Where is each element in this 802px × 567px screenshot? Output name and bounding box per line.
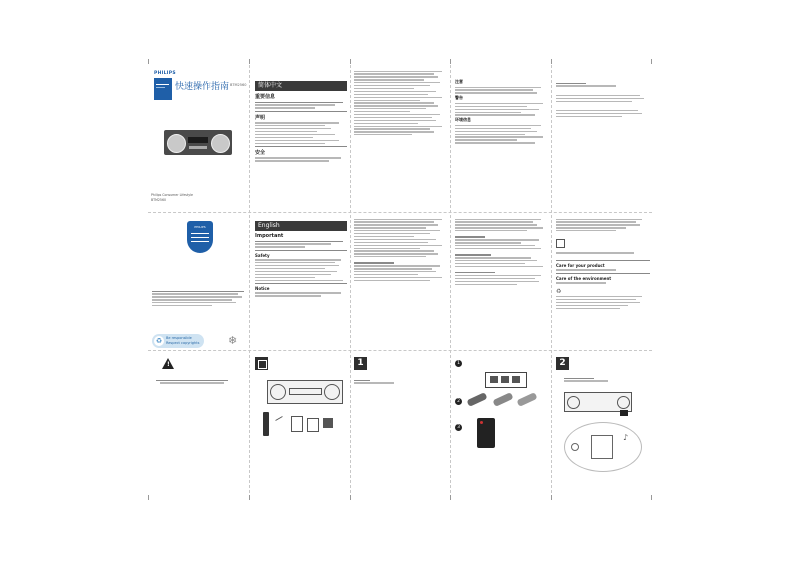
right-speaker (211, 134, 230, 153)
step-1-text (354, 378, 444, 385)
product-image (164, 130, 232, 155)
fold-line (249, 65, 250, 493)
english-panel-1 (251, 213, 349, 350)
remote-drawing (263, 412, 269, 436)
warning-text (156, 378, 246, 385)
section-disclaimer-cn: 声明 (255, 114, 266, 121)
chinese-panel-2 (354, 69, 448, 209)
philips-shield-logo: PHILIPS (187, 221, 213, 253)
section-care-en: Care for your product (556, 262, 605, 268)
connection-diagram: ♪ (564, 422, 642, 472)
adapter-drawing (307, 418, 319, 432)
jack-drawing (620, 410, 628, 416)
crop-mark (148, 59, 149, 64)
english-panel-4 (556, 217, 650, 347)
note-icon (556, 239, 565, 248)
crop-mark (551, 495, 552, 500)
substep-badge-2: 2 (455, 398, 462, 405)
cover-footer-1: Philips Consumer Lifestyle (151, 193, 193, 197)
manual-sheet (148, 65, 652, 493)
fold-line (350, 65, 351, 493)
display (188, 137, 208, 143)
manual-drawing (291, 416, 303, 432)
remote-drawing (466, 392, 487, 407)
section-important-cn: 重要信息 (255, 94, 276, 100)
remote-drawing (516, 392, 537, 407)
english-panel-2 (354, 217, 448, 347)
crop-mark (450, 59, 451, 64)
warning-panel: ! (148, 352, 249, 492)
section-notice-en: Notice (255, 285, 270, 291)
legal-text (152, 289, 246, 308)
step-2-panel (556, 352, 650, 492)
section-env-cn: 环境信息 (455, 117, 471, 123)
crop-mark (350, 495, 351, 500)
remote-drawing (492, 392, 513, 407)
section-safety-en: Safety (255, 252, 270, 258)
crop-mark (551, 59, 552, 64)
main-unit-drawing (267, 380, 343, 404)
recycle-icon: ♻ (556, 287, 562, 295)
step-1-panel (354, 352, 448, 492)
power-plug-drawing (323, 418, 333, 428)
section-important-en: Important (255, 233, 284, 239)
remote-control-drawing (477, 418, 495, 448)
unit-back-drawing (564, 392, 632, 412)
box-icon (255, 357, 268, 370)
crop-mark (249, 495, 250, 500)
english-text-block (255, 233, 347, 298)
fold-line (148, 350, 652, 351)
chinese-header: 简体中文 (255, 81, 347, 91)
fold-line (551, 65, 552, 493)
cover-panel (148, 65, 249, 212)
crop-mark (249, 59, 250, 64)
english-header: English (255, 221, 347, 231)
step-2-badge: 2 (556, 357, 569, 370)
remote-setup-panel (455, 352, 549, 492)
substep-badge-1: 1 (455, 360, 462, 367)
guide-title: 快速操作指南 (175, 82, 230, 92)
model-number: BTM2560 (230, 83, 247, 87)
battery-drawing (485, 372, 527, 388)
box-contents-panel (251, 352, 349, 492)
disc-slot (189, 146, 207, 149)
chinese-panel-1 (251, 65, 349, 212)
fold-line (450, 65, 451, 493)
section-note-cn: 注意 (455, 79, 463, 84)
substep-badge-3: 3 (455, 424, 462, 431)
philips-wordmark: PHILIPS (154, 71, 176, 76)
section-safety-cn: 安全 (255, 149, 266, 156)
chinese-text-block (255, 93, 347, 163)
step-1-badge: 1 (354, 357, 367, 370)
crop-mark (651, 59, 652, 64)
section-warning-cn: 警告 (455, 95, 463, 101)
english-panel-3 (455, 217, 549, 347)
crop-mark (350, 59, 351, 64)
cover-footer-2: BTM2560 (151, 198, 166, 202)
brand-panel (148, 213, 249, 350)
chinese-panel-3 (455, 79, 549, 209)
crop-mark (450, 495, 451, 500)
crop-mark (651, 495, 652, 500)
snowflake-icon: ❄ (228, 334, 238, 347)
philips-blue-tab (154, 78, 172, 100)
step-2-text (564, 376, 624, 383)
cable-drawing (275, 416, 282, 421)
section-env-en: Care of the environment (556, 275, 612, 281)
recycle-badge: ♻ Be responsible Respect copyrights (152, 334, 204, 348)
left-speaker (167, 134, 186, 153)
chinese-panel-4 (556, 81, 650, 209)
crop-mark (148, 495, 149, 500)
recycle-icon: ♻ (155, 337, 163, 345)
